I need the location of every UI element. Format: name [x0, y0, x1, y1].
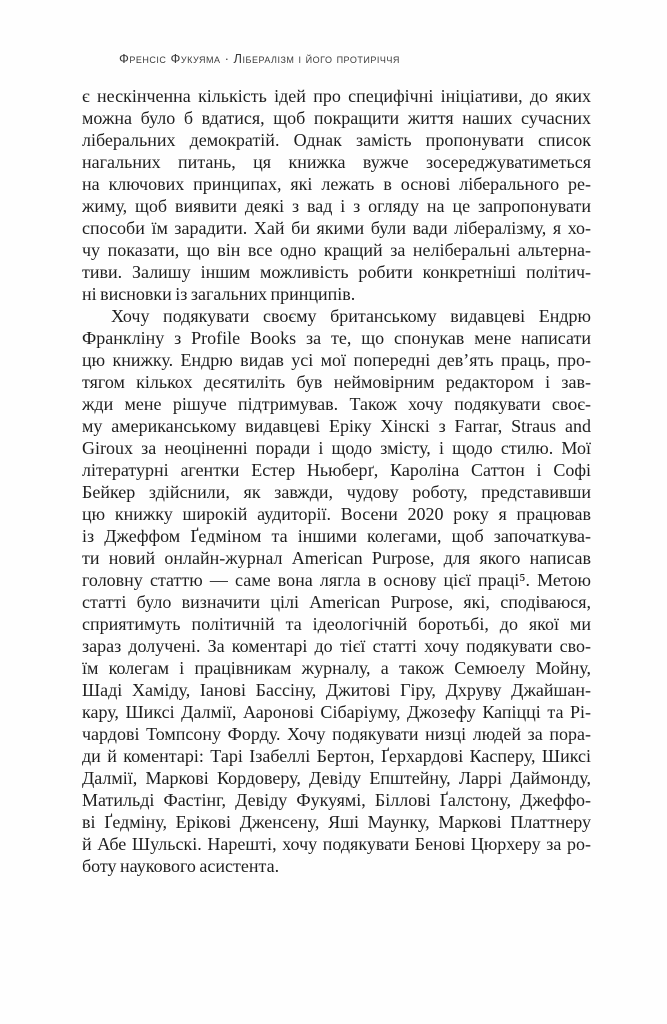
text-line: цю книжку. Ендрю видав усі мої попередні дев’ять праць, про- [82, 350, 591, 370]
text-line: кару, Шиксі Далмії, Ааронові Сібаріуму, Джозефу Капіцці та Рі- [82, 702, 591, 722]
paragraph [82, 85, 591, 305]
text-line: на ключових принципах, які лежать в основі ліберального ре- [82, 174, 591, 194]
text-line: нагальних питань, ця книжка вужче зосереджуватиметься [82, 152, 591, 172]
text-line: ні висновки із загальних принципів. [82, 284, 356, 304]
text-line: тягом кількох десятиліть був неймовірним редактором і зав- [82, 372, 591, 392]
text-line: боту наукового асистента. [82, 856, 280, 876]
text-line: статті було визначити цілі American Purpose, які, сподіваюся, [82, 592, 591, 612]
text-line: є нескінченна кількість ідей про специфічні ініціативи, до яких [82, 86, 591, 106]
text-line: сприятимуть політичній та ідеологічній боротьбі, до якої ми [82, 614, 591, 634]
page-text [82, 85, 591, 877]
text-line: чардові Томпсону Форду. Хочу подякувати низці людей за пора- [82, 724, 591, 744]
text-line: му американському видавцеві Еріку Хінскі з Farrar, Straus and [82, 416, 591, 436]
text-line: Далмії, Маркові Кордоверу, Девіду Епштейну, Ларрі Даймонду, [82, 768, 591, 788]
text-line: й Абе Шульскі. Нарешті, хочу подякувати Бенові Цюрхеру за ро- [82, 834, 591, 854]
text-line: Бейкер здійснили, як завжди, чудову роботу, представивши [82, 482, 591, 502]
text-line: способи їм зарадити. Хай би якими були вади лібералізму, я хо- [82, 218, 591, 238]
text-line: Франкліну з Profile Books за те, що спонукав мене написати [82, 328, 591, 348]
text-line: жди мене рішуче підтримував. Також хочу подякувати своє- [82, 394, 591, 414]
text-line: Шаді Хаміду, Іанові Бассіну, Джитові Гіру, Дхруву Джайшан- [82, 680, 591, 700]
text-line: ві Ґедміну, Ерікові Дженсену, Яші Маунку, Маркові Платтнеру [82, 812, 591, 832]
paragraph [82, 305, 591, 877]
text-line: Хочу подякувати своєму британському видавцеві Ендрю [111, 306, 591, 326]
text-line: ліберальних демократій. Однак замість пропонувати список [82, 130, 591, 150]
text-line: Матильді Фастінг, Девіду Фукуямі, Біллові Ґалстону, Джеффо- [82, 790, 591, 810]
text-line: чу показати, що він все одно кращий за неліберальні альтерна- [82, 240, 591, 260]
text-line: із Джеффом Ґедміном та іншими колегами, щоб започаткува- [82, 526, 591, 546]
running-header: Френсіс Фукуяма · Лібералізм і його протиріччя [119, 51, 400, 66]
text-line: жиму, щоб виявити деякі з вад і з огляду на це запропонувати [82, 196, 591, 216]
text-line: ти новий онлайн-журнал American Purpose, для якого написав [82, 548, 591, 568]
text-line: ди й коментарі: Тарі Ізабеллі Бертон, Ґерхардові Касперу, Шиксі [82, 746, 591, 766]
text-line: Giroux за неоціненні поради і щодо змісту, і щодо стилю. Мої [82, 438, 591, 458]
text-line: можна було б вдатися, щоб покращити життя наших сучасних [82, 108, 591, 128]
text-line: літературні агентки Естер Ньюберґ, Кароліна Саттон і Софі [82, 460, 591, 480]
text-line: їм колегам і працівникам журналу, а також Семюелу Мойну, [82, 658, 591, 678]
text-line: цю книжку широкій аудиторії. Восени 2020 року я працював [82, 504, 591, 524]
text-line: головну статтю — саме вона лягла в основу цієї праці⁵. Метою [82, 570, 591, 590]
text-line: тиви. Залишу іншим можливість робити конкретніші політич- [82, 262, 591, 282]
text-line: зараз долучені. За коментарі до тієї статті хочу подякувати сво- [82, 636, 591, 656]
